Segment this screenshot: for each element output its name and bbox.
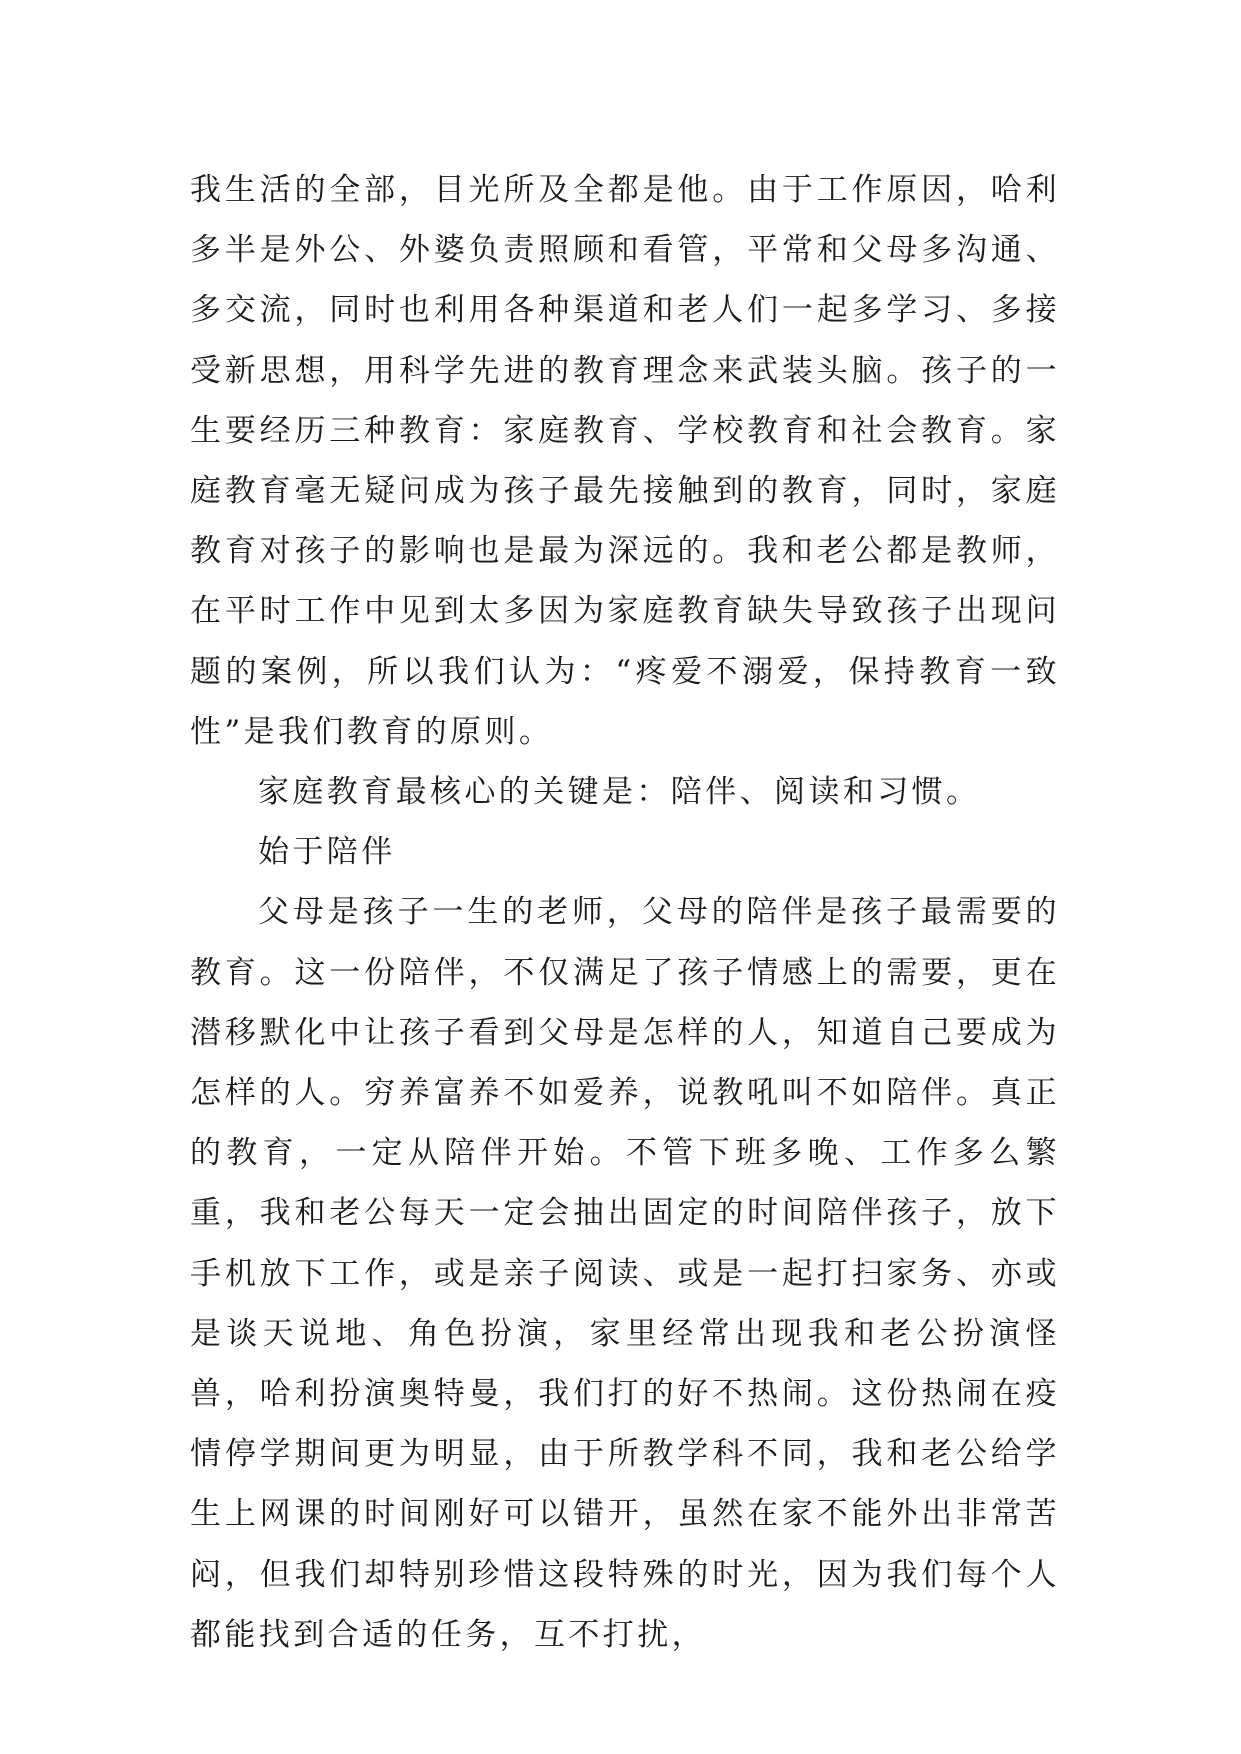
section-heading: 始于陪伴 bbox=[258, 834, 396, 871]
paragraph-companionship: 父母是孩子一生的老师，父母的陪伴是孩子最需要的教育。这一份陪伴，不仅满足了孩子情感上的需要，更在潜移默化中让孩子看到父母是怎样的人，知道自己要成为怎样的人。穷养富养不如爱养，说教吼叫不如陪伴。真正的教育，一定从陪伴开始。不管下班多晚、工作多么繁重，我和老公每天一定会抽出固定的时间陪伴孩子，放下手机放下工作，或是亲子阅读、或是一起打扫家务、亦或是谈天说地、角色扮演，家里经常出现我和老公扮演怪兽，哈利扮演奥特曼，我们打的好不热闹。这份热闹在疫情停学期间更为明显，由于所教学科不同，我和老公给学生上网课的时间刚好可以错开，虽然在家不能外出非常苦闷，但我们却特别珍惜这段特殊的时光，因为我们每个人都能找到合适的任务，互不打扰， bbox=[190, 894, 1060, 1653]
paragraph-continued: 我生活的全部，目光所及全都是他。由于工作原因，哈利多半是外公、外婆负责照顾和看管，平常和父母多沟通、多交流，同时也利用各种渠道和老人们一起多学习、多接受新思想，用科学先进的教育理念来武装头脑。孩子的一生要经历三种教育：家庭教育、学校教育和社会教育。家庭教育毫无疑问成为孩子最先接触到的教育，同时，家庭教育对孩子的影响也是最为深远的。我和老公都是教师，在平时工作中见到太多因为家庭教育缺失导致孩子出现问题的案例，所以我们认为：“疼爱不溺爱，保持教育一致性”是我们教育的原则。 bbox=[190, 172, 1060, 750]
paragraph-key-points: 家庭教育最核心的关键是：陪伴、阅读和习惯。 bbox=[258, 774, 981, 811]
document-body bbox=[190, 160, 1060, 1665]
